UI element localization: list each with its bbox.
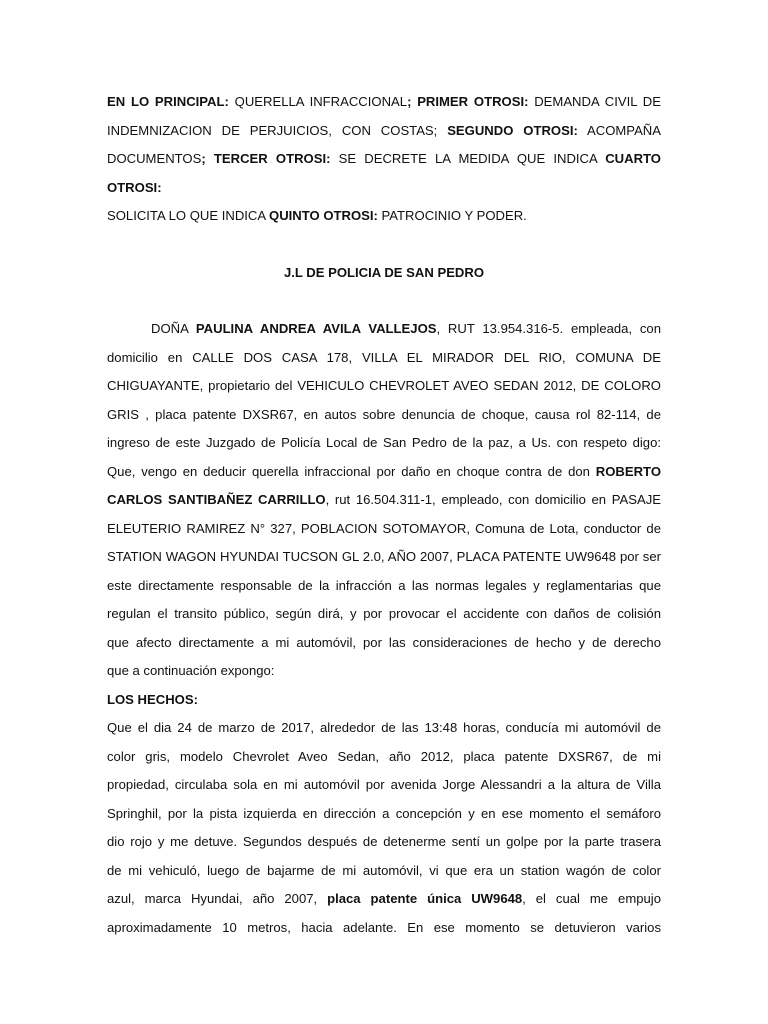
facts-line: Que el dia 24 de marzo de 2017, alrededor de las 13:48 horas, conducía mi automóvil de	[107, 720, 661, 735]
label-quinto-otrosi: QUINTO OTROSI:	[269, 208, 378, 223]
summary-line	[107, 88, 661, 117]
body-line	[107, 315, 661, 344]
body-line: regulan el transito público, según dirá, y por provocar el accidente con daños de colisión	[107, 606, 661, 621]
legal-document	[107, 88, 661, 942]
summary-line	[107, 117, 661, 146]
body-line: domicilio en CALLE DOS CASA 178, VILLA EL MIRADOR DEL RIO, COMUNA DE	[107, 349, 661, 365]
facts-heading	[107, 686, 661, 715]
body-text: , RUT 13.954.316-5. empleada, con	[436, 321, 661, 336]
body-text: ingreso de este Juzgado de Policía Local de San Pedro de la paz, a Us. con respeto digo:	[107, 435, 661, 450]
summary-text: DEMANDA CIVIL DE	[528, 94, 661, 109]
facts-line: dio rojo y me detuve. Segundos después de detenerme sentí un golpe por la parte trasera	[107, 834, 661, 849]
facts-line: propiedad, circulaba sola en mi automóvil por avenida Jorge Alessandri a la altura de Villa	[107, 777, 661, 792]
spacer	[107, 231, 661, 259]
body-text: DOÑA	[151, 321, 196, 336]
facts-text: , el cual me empujo	[522, 891, 661, 906]
facts-line: aproximadamente 10 metros, hacia adelante. En ese momento se detuvieron varios	[107, 919, 661, 935]
summary-text: DOCUMENTOS	[107, 151, 202, 166]
body-line	[107, 429, 661, 458]
body-line: CHIGUAYANTE, propietario del VEHICULO CHEVROLET AVEO SEDAN 2012, DE COLORO	[107, 378, 661, 393]
label-primer-otrosi: ; PRIMER OTROSI:	[407, 94, 529, 109]
document-body	[107, 315, 661, 686]
summary-text: ACOMPAÑA	[577, 122, 661, 138]
plaintiff-name: PAULINA ANDREA AVILA VALLEJOS	[195, 321, 437, 336]
facts-line: color gris, modelo Chevrolet Aveo Sedan, año 2012, placa patente DXSR67, de mi	[107, 748, 661, 764]
summary-text: INDEMNIZACION DE PERJUICIOS, CON COSTAS;	[107, 122, 438, 138]
body-text: , rut 16.504.311-1, empleado, con domicilio en PASAJE	[325, 492, 661, 507]
summary-line	[107, 145, 661, 202]
summary-text: QUERELLA INFRACCIONAL	[228, 94, 408, 109]
body-line	[107, 486, 661, 515]
summary-text: SOLICITA LO QUE INDICA	[107, 208, 270, 223]
facts-section	[107, 714, 661, 942]
body-line: que afecto directamente a mi automóvil, por las consideraciones de hecho y de derecho	[107, 634, 661, 650]
court-heading: J.L DE POLICIA DE SAN PEDRO	[283, 264, 485, 280]
defendant-name: CARLOS SANTIBAÑEZ CARRILLO	[107, 492, 326, 507]
body-line: STATION WAGON HYUNDAI TUCSON GL 2.0, AÑO 2007, PLACA PATENTE UW9648 por ser	[107, 549, 661, 564]
summary-text: PATROCINIO Y PODER.	[377, 208, 527, 223]
label-cuarto-otrosi: CUARTO OTROSI:	[107, 151, 661, 195]
summary-text: SE DECRETE LA MEDIDA QUE INDICA	[330, 151, 606, 166]
body-line: que a continuación expongo:	[107, 663, 275, 678]
spacer	[107, 287, 661, 315]
facts-heading-text: LOS HECHOS:	[107, 691, 198, 707]
body-line	[107, 458, 661, 487]
license-plate-text: placa patente única UW9648	[327, 891, 523, 906]
document-summary	[107, 88, 661, 231]
facts-line	[107, 885, 661, 914]
label-tercer-otrosi: ; TERCER OTROSI:	[201, 151, 331, 166]
facts-line: Springhil, por la pista izquierda en dirección a concepción y en ese momento el semáforo	[107, 805, 661, 821]
body-text: Que, vengo en deducir querella infraccional por daño en choque contra de don	[107, 463, 596, 479]
body-line: este directamente responsable de la infracción a las normas legales y reglamentarias que	[107, 577, 661, 593]
defendant-name: ROBERTO	[595, 463, 661, 479]
body-line: GRIS , placa patente DXSR67, en autos sobre denuncia de choque, causa rol 82-114, de	[107, 406, 661, 422]
facts-text: azul, marca Hyundai, año 2007,	[107, 891, 328, 906]
summary-line	[107, 202, 661, 231]
label-en-lo-principal: EN LO PRINCIPAL:	[107, 94, 229, 109]
label-segundo-otrosi: SEGUNDO OTROSI:	[437, 122, 578, 138]
facts-line: de mi vehiculó, luego de bajarme de mi automóvil, vi que era un station wagón de color	[107, 862, 661, 878]
body-line: ELEUTERIO RAMIREZ N° 327, POBLACION SOTOMAYOR, Comuna de Lota, conductor de	[107, 520, 661, 536]
